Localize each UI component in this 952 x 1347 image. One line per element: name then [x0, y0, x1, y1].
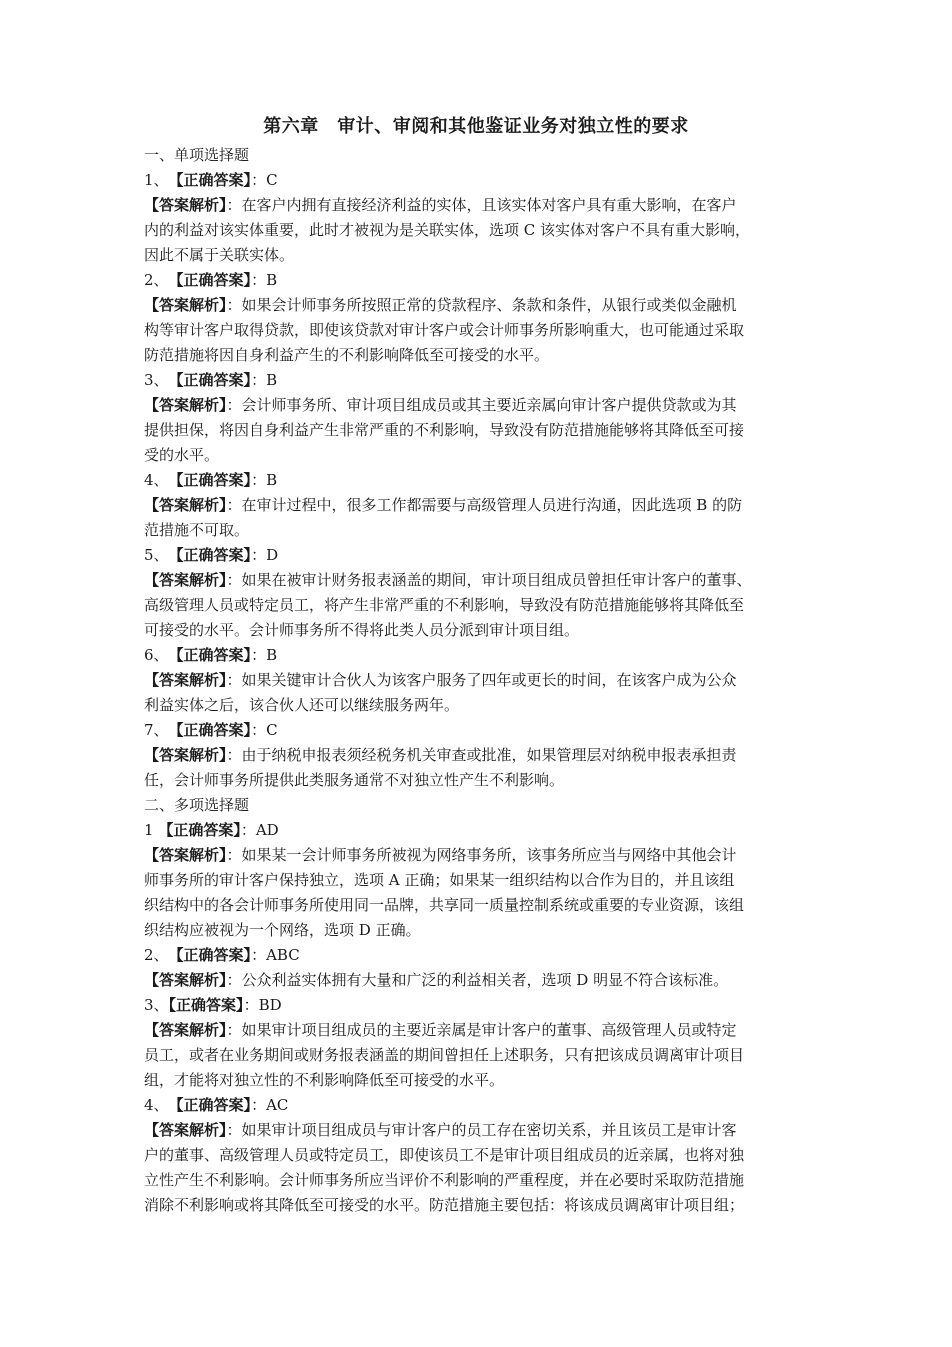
analysis-line: [144, 418, 812, 443]
answer-value: ：AC: [251, 1096, 289, 1114]
question-number: 2、: [144, 946, 177, 964]
analysis-label: 【答案解析】: [144, 196, 227, 214]
answer-label: 【正确答案】: [176, 1096, 252, 1114]
section-heading-text: 一、单项选择题: [144, 146, 250, 164]
analysis-text: ：如果会计师事务所按照正常的贷款程序、条款和条件，从银行或类似金融机: [226, 296, 737, 314]
analysis-text: 范措施不可取。: [144, 521, 250, 539]
answer-label: 【正确答案】: [176, 946, 252, 964]
answer-value: ：ABC: [251, 946, 300, 964]
answer-value: ：D: [251, 546, 279, 564]
analysis-label: 【答案解析】: [144, 671, 227, 689]
analysis-line: [144, 668, 812, 693]
analysis-text: ：在审计过程中，很多工作都需要与高级管理人员进行沟通，因此选项 B 的防: [226, 496, 743, 514]
analysis-line: [144, 1193, 812, 1218]
analysis-line: [144, 343, 812, 368]
analysis-text: 高级管理人员或特定员工，将产生非常严重的不利影响，导致没有防范措施能够将其降低至: [144, 596, 745, 614]
analysis-label: 【答案解析】: [144, 1121, 227, 1139]
question-number: 7、: [144, 721, 177, 739]
answer-label: 【正确答案】: [176, 646, 252, 664]
analysis-text: 防范措施将因自身利益产生的不利影响降低至可接受的水平。: [144, 346, 550, 364]
answer-value: ：C: [251, 171, 278, 189]
analysis-line: [144, 518, 812, 543]
question-number: 6、: [144, 646, 177, 664]
analysis-line: [144, 1068, 812, 1093]
analysis-line: [144, 768, 812, 793]
answer-label: 【正确答案】: [158, 821, 241, 839]
analysis-text: ：如果某一会计师事务所被视为网络事务所，该事务所应当与网络中其他会计: [226, 846, 737, 864]
analysis-text: ：公众利益实体拥有大量和广泛的利益相关者，选项 D 明显不符合该标准。: [226, 971, 729, 989]
answer-line: [144, 543, 812, 568]
question-number: 1、: [144, 171, 177, 189]
analysis-text: ：会计师事务所、审计项目组成员或其主要近亲属向审计客户提供贷款或为其: [226, 396, 737, 414]
section-heading: [144, 793, 812, 818]
analysis-text: 员工，或者在业务期间或财务报表涵盖的期间曾担任上述职务，只有把该成员调离审计项目: [144, 1046, 745, 1064]
analysis-line: [144, 868, 812, 893]
chapter-title: 第六章 审计、审阅和其他鉴证业务对独立性的要求: [263, 116, 689, 137]
answer-label: 【正确答案】: [176, 721, 252, 739]
analysis-line: [144, 568, 812, 593]
analysis-label: 【答案解析】: [144, 296, 227, 314]
analysis-line: [144, 243, 812, 268]
analysis-label: 【答案解析】: [144, 571, 227, 589]
answer-line: [144, 268, 812, 293]
analysis-line: [144, 1168, 812, 1193]
analysis-text: 消除不利影响或将其降低至可接受的水平。防范措施主要包括：将该成员调离审计项目组；: [144, 1196, 745, 1214]
analysis-line: [144, 693, 812, 718]
answer-line: [144, 468, 812, 493]
document-body: [144, 143, 812, 1218]
analysis-text: 任，会计师事务所提供此类服务通常不对独立性产生不利影响。: [144, 771, 565, 789]
analysis-text: ：如果审计项目组成员的主要近亲属是审计客户的董事、高级管理人员或特定: [226, 1021, 737, 1039]
question-number: 1: [144, 821, 159, 839]
answer-label: 【正确答案】: [176, 371, 252, 389]
analysis-line: [144, 1143, 812, 1168]
analysis-line: [144, 393, 812, 418]
analysis-line: [144, 493, 812, 518]
analysis-text: 组，才能将对独立性的不利影响降低至可接受的水平。: [144, 1071, 505, 1089]
answer-value: ：B: [251, 646, 278, 664]
answer-label: 【正确答案】: [168, 996, 244, 1014]
analysis-text: 受的水平。: [144, 446, 220, 464]
answer-line: [144, 718, 812, 743]
analysis-text: 织结构应被视为一个网络，选项 D 正确。: [144, 921, 421, 939]
answer-value: ：B: [251, 371, 278, 389]
answer-line: [144, 993, 812, 1018]
analysis-text: ：由于纳税申报表须经税务机关审查或批准，如果管理层对纳税申报表承担责: [226, 746, 737, 764]
section-heading: [144, 143, 812, 168]
analysis-line: [144, 618, 812, 643]
analysis-text: 户的董事、高级管理人员或特定员工，即使该员工不是审计项目组成员的近亲属，也将对独: [144, 1146, 745, 1164]
analysis-text: 师事务所的审计客户保持独立，选项 A 正确；如果某一组织结构以合作为目的，并且该组: [144, 871, 735, 889]
answer-line: [144, 168, 812, 193]
answer-line: [144, 368, 812, 393]
answer-line: [144, 1093, 812, 1118]
analysis-line: [144, 843, 812, 868]
question-number: 4、: [144, 1096, 177, 1114]
analysis-text: 利益实体之后，该合伙人还可以继续服务两年。: [144, 696, 460, 714]
analysis-label: 【答案解析】: [144, 396, 227, 414]
analysis-line: [144, 968, 812, 993]
analysis-text: 因此不属于关联实体。: [144, 246, 295, 264]
question-number: 3、: [144, 996, 169, 1014]
answer-label: 【正确答案】: [176, 171, 252, 189]
analysis-text: 可接受的水平。会计师事务所不得将此类人员分派到审计项目组。: [144, 621, 580, 639]
analysis-line: [144, 218, 812, 243]
analysis-line: [144, 918, 812, 943]
answer-value: ：B: [251, 471, 278, 489]
analysis-text: ：如果在被审计财务报表涵盖的期间，审计项目组成员曾担任审计客户的董事、: [226, 571, 752, 589]
analysis-label: 【答案解析】: [144, 496, 227, 514]
analysis-text: 内的利益对该实体重要，此时才被视为是关联实体，选项 C 该实体对客户不具有重大影响，: [144, 221, 751, 239]
question-number: 5、: [144, 546, 177, 564]
analysis-text: 织结构中的各会计师事务所使用同一品牌，共享同一质量控制系统或重要的专业资源，该组: [144, 896, 745, 914]
answer-line: [144, 643, 812, 668]
analysis-line: [144, 1118, 812, 1143]
analysis-text: 提供担保，将因自身利益产生非常严重的不利影响，导致没有防范措施能够将其降低至可接: [144, 421, 745, 439]
analysis-line: [144, 193, 812, 218]
analysis-label: 【答案解析】: [144, 971, 227, 989]
answer-label: 【正确答案】: [176, 271, 252, 289]
analysis-line: [144, 1018, 812, 1043]
analysis-line: [144, 293, 812, 318]
analysis-text: 构等审计客户取得贷款，即使该贷款对审计客户或会计师事务所影响重大，也可能通过采取: [144, 321, 745, 339]
analysis-line: [144, 893, 812, 918]
answer-line: [144, 943, 812, 968]
answer-value: ：C: [251, 721, 278, 739]
answer-line: [144, 818, 812, 843]
analysis-line: [144, 443, 812, 468]
analysis-label: 【答案解析】: [144, 846, 227, 864]
answer-value: ：B: [251, 271, 278, 289]
analysis-text: 立性产生不利影响。会计师事务所应当评价不利影响的严重程度，并在必要时采取防范措施: [144, 1171, 745, 1189]
analysis-text: ：在客户内拥有直接经济利益的实体，且该实体对客户具有重大影响，在客户: [226, 196, 737, 214]
analysis-label: 【答案解析】: [144, 1021, 227, 1039]
answer-value: ：AD: [240, 821, 279, 839]
analysis-line: [144, 1043, 812, 1068]
answer-label: 【正确答案】: [176, 471, 252, 489]
section-heading-text: 二、多项选择题: [144, 796, 250, 814]
analysis-text: ：如果审计项目组成员与审计客户的员工存在密切关系，并且该员工是审计客: [226, 1121, 737, 1139]
answer-value: ：BD: [243, 996, 282, 1014]
question-number: 3、: [144, 371, 177, 389]
analysis-line: [144, 743, 812, 768]
analysis-line: [144, 593, 812, 618]
answer-label: 【正确答案】: [176, 546, 252, 564]
question-number: 2、: [144, 271, 177, 289]
analysis-line: [144, 318, 812, 343]
analysis-label: 【答案解析】: [144, 746, 227, 764]
analysis-text: ：如果关键审计合伙人为该客户服务了四年或更长的时间，在该客户成为公众: [226, 671, 737, 689]
question-number: 4、: [144, 471, 177, 489]
